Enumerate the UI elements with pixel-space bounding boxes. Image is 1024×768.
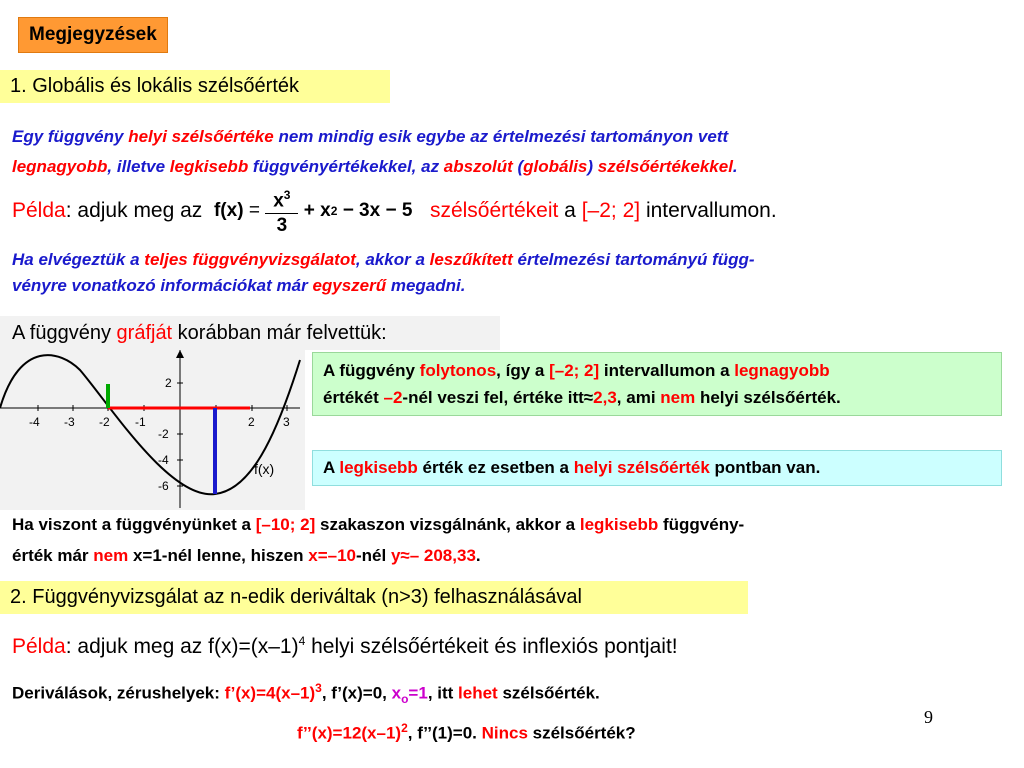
x-tick-label: 3 bbox=[283, 415, 290, 429]
green-info-box: A függvény folytonos, így a [–2; 2] intervallumon a legnagyobb értékét –2-nél veszi fel, értéke itt≈2,3, ami nem helyi szélsőérték. bbox=[312, 352, 1002, 416]
function-graph bbox=[0, 350, 305, 510]
however-line-1: Ha viszont a függvényünket a [–10; 2] szakaszon vizsgálnánk, akkor a legkisebb függvény- bbox=[12, 515, 745, 534]
x-tick-label: -3 bbox=[64, 415, 75, 429]
x-tick-label: -1 bbox=[135, 415, 146, 429]
graph-caption: A függvény gráfját korábban már felvettük: bbox=[0, 316, 500, 350]
y-tick-label: -6 bbox=[158, 479, 169, 493]
example-line: Példa : adjuk meg az f(x) = $\frac{x^3}{3}$ + x 2 − 3x − 5 szélsőértékeit a [–2; 2] intervallumon. bbox=[12, 186, 777, 236]
section1-heading: 1. Globális és lokális szélsőérték bbox=[0, 70, 390, 103]
however-line-2: érték már nem x=1-nél lenne, hiszen x=–10-nél y≈– 208,33. bbox=[12, 546, 481, 565]
y-tick-label: 2 bbox=[165, 376, 172, 390]
derivatives-line: Deriválások, zérushelyek: $f’(x)=4(x-1)^3$, f’(x)=0, $x_o=1$, itt lehet szélsőérték. bbox=[12, 681, 600, 707]
x-tick-label: -4 bbox=[29, 415, 40, 429]
curve-label: f(x) bbox=[254, 461, 275, 477]
section2-heading: 2. Függvényvizsgálat az n-edik deriváltak (n>3) felhasználásával bbox=[0, 581, 748, 614]
y-axis-arrow bbox=[176, 350, 184, 358]
intro-line-2: legnagyobb, illetve legkisebb függvényértékekkel, az abszolút (globális) szélsőértékekkel. bbox=[12, 157, 738, 176]
y-tick-label: -2 bbox=[158, 427, 169, 441]
note-line-1: Ha elvégeztük a teljes függvényvizsgálatot, akkor a leszűkített értelmezési tartományú függ- bbox=[12, 250, 755, 269]
y-tick-label: -4 bbox=[158, 453, 169, 467]
second-derivative-line: $f’’(x)=12(x-1)^2$, f’’(1)=0. Nincs szélsőérték? bbox=[297, 721, 636, 743]
x-tick-label: 2 bbox=[248, 415, 255, 429]
cyan-info-box: A legkisebb érték ez esetben a helyi szélsőérték pontban van. bbox=[312, 450, 1002, 486]
slide-title: Megjegyzések bbox=[18, 17, 168, 53]
formula: f(x) = $\frac{x^3}{3}$ + x 2 − 3x − 5 bbox=[214, 184, 412, 237]
page-number: 9 bbox=[924, 707, 933, 727]
intro-line-1: Egy függvény helyi szélsőértéke nem mindig esik egybe az értelmezési tartományon vett bbox=[12, 127, 729, 146]
note-line-2: vényre vonatkozó információkat már egyszerű megadni. bbox=[12, 276, 466, 295]
example2-line: Példa: adjuk meg az $f(x)=(x-1)^4$ helyi szélsőértékeit és inflexiós pontjait! bbox=[12, 634, 678, 658]
graph-svg bbox=[0, 350, 305, 510]
x-tick-label: -2 bbox=[99, 415, 110, 429]
